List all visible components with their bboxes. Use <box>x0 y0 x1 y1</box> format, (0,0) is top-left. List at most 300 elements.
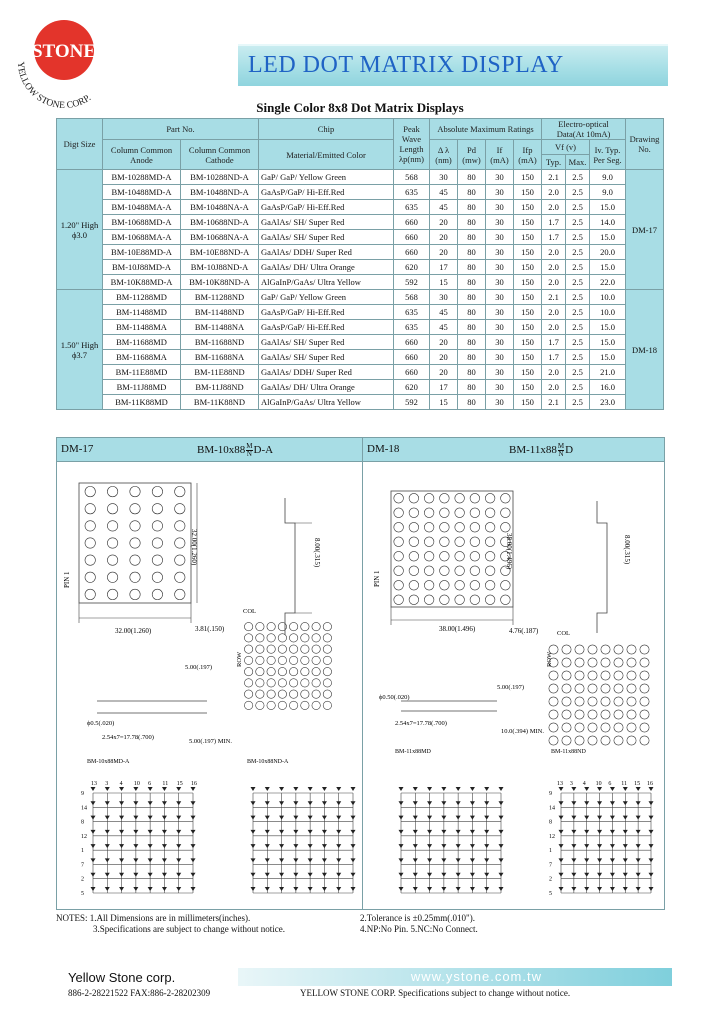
right-schem-b-diode <box>571 816 576 820</box>
left-pin-matrix-dot <box>323 622 331 630</box>
left-schem-a-diode <box>91 787 96 791</box>
table-cell: GaAsP/GaP/ Hi-Eff.Red <box>259 320 394 335</box>
row-pin-number: 2 <box>549 876 552 883</box>
table-cell: BM-10688MA-A <box>103 230 181 245</box>
right-schem-b-diode <box>623 844 628 848</box>
table-cell: 10.0 <box>590 305 626 320</box>
table-cell: 620 <box>394 380 430 395</box>
table-cell: 20.0 <box>590 245 626 260</box>
table-cell: BM-11688MD <box>103 335 181 350</box>
left-schem-b-diode <box>293 830 298 834</box>
th-ifp: Ifp (mA) <box>514 140 542 170</box>
table-cell: BM-11288MD <box>103 290 181 305</box>
left-schem-b-diode <box>322 801 327 805</box>
left-schem-b-diode <box>322 858 327 862</box>
table-row <box>57 320 664 335</box>
right-schem-a-diode <box>427 858 432 862</box>
col-pin-number: 6 <box>608 781 612 787</box>
table-cell: 1.7 <box>542 215 566 230</box>
left-pin-matrix-dot <box>301 667 309 675</box>
table-cell: 660 <box>394 350 430 365</box>
table-row <box>57 200 664 215</box>
right-schem-a-diode <box>470 844 475 848</box>
left-schem-a-diode <box>119 858 124 862</box>
right-pin-matrix-dot <box>562 658 571 667</box>
table-cell: 150 <box>514 245 542 260</box>
left-pin-matrix-dot <box>256 679 264 687</box>
table-cell: BM-10E88ND-A <box>181 245 259 260</box>
left-matrix-dot <box>152 521 162 531</box>
right-matrix-dot <box>455 522 465 532</box>
table-cell: 30 <box>486 260 514 275</box>
table-cell: 30 <box>486 335 514 350</box>
right-schem-a-diode <box>441 844 446 848</box>
notes-left <box>56 913 285 935</box>
table-cell: 635 <box>394 305 430 320</box>
right-schem-a-diode <box>499 873 504 877</box>
left-schem-b-diode <box>322 787 327 791</box>
left-schem-a-diode <box>162 801 167 805</box>
table-cell: 2.5 <box>566 215 590 230</box>
right-schem-a-diode <box>499 816 504 820</box>
left-schem-b-diode <box>336 858 341 862</box>
right-schem-b-diode <box>597 873 602 877</box>
table-cell: 30 <box>486 365 514 380</box>
right-schem-b-diode <box>610 873 615 877</box>
right-schem-b-diode <box>584 844 589 848</box>
table-cell: 80 <box>458 215 486 230</box>
footer-web-bar <box>238 968 672 986</box>
col-pin-number: 4 <box>119 781 123 787</box>
right-schem-b-diode <box>623 830 628 834</box>
right-schem-a-diode <box>499 858 504 862</box>
left-matrix-dot <box>175 521 185 531</box>
table-cell: 1.7 <box>542 335 566 350</box>
drawing-panel <box>56 437 665 910</box>
left-schem-a-diode <box>176 816 181 820</box>
footer-web[interactable]: www.ystone.com.tw <box>410 969 542 984</box>
th-dl: Δ λ (nm) <box>430 140 458 170</box>
table-cell: 15 <box>430 275 458 290</box>
left-schem-b-diode <box>279 873 284 877</box>
table-cell: 660 <box>394 365 430 380</box>
right-matrix-dot <box>440 508 450 518</box>
table-cell: 80 <box>458 395 486 410</box>
col-pin-number: 16 <box>647 781 653 787</box>
left-schem-a-diode <box>162 887 167 891</box>
col-pin-number: 13 <box>557 781 563 787</box>
row-pin-number: 9 <box>549 791 552 797</box>
table-cell: BM-11E88MD <box>103 365 181 380</box>
table-cell: 80 <box>458 275 486 290</box>
th-abs: Absolute Maximum Ratings <box>430 119 542 140</box>
left-schem-a-diode <box>105 887 110 891</box>
right-schem-b-diode <box>636 873 641 877</box>
right-schem-b-diode <box>597 801 602 805</box>
left-dia: ϕ0.5(.020) <box>87 720 115 727</box>
right-schem-b-diode <box>636 787 641 791</box>
left-schem-b-diode <box>265 858 270 862</box>
right-pin-matrix-dot <box>575 658 584 667</box>
table-cell: 80 <box>458 260 486 275</box>
left-schem-a-diode <box>148 858 153 862</box>
left-pin-matrix-dot <box>256 645 264 653</box>
left-schem-a-diode <box>176 887 181 891</box>
footer-tel: 886-2-28221522 FAX:886-2-28202309 <box>68 988 211 998</box>
table-cell: 15.0 <box>590 230 626 245</box>
left-schem-a-diode <box>133 873 138 877</box>
right-schem-a-diode <box>484 873 489 877</box>
drawing-no-cell: DM-18 <box>626 290 664 410</box>
left-pin-matrix-dot <box>256 701 264 709</box>
right-pin-matrix-dot <box>588 710 597 719</box>
table-cell: BM-11688NA <box>181 350 259 365</box>
left-pin-matrix-dot <box>278 667 286 675</box>
table-cell: BM-11J88MD <box>103 380 181 395</box>
left-schem-a-diode <box>191 830 196 834</box>
right-schem-b-diode <box>559 816 564 820</box>
right-schem-b-diode <box>649 801 654 805</box>
left-pin-matrix-dot <box>278 690 286 698</box>
right-pin-matrix-dot <box>575 697 584 706</box>
table-cell: GaAlAs/ SH/ Super Red <box>259 215 394 230</box>
table-cell: 660 <box>394 245 430 260</box>
page-subtitle: Single Color 8x8 Dot Matrix Displays <box>256 100 464 115</box>
right-schem-a-diode <box>484 858 489 862</box>
right-matrix-dot <box>455 508 465 518</box>
table-cell: BM-10288ND-A <box>181 170 259 185</box>
left-pin-matrix-dot <box>312 645 320 653</box>
right-pin-matrix-dot <box>562 710 571 719</box>
th-pd: Pd (mw) <box>458 140 486 170</box>
right-pin-matrix-dot <box>601 658 610 667</box>
table-row <box>57 245 664 260</box>
table-cell: 150 <box>514 170 542 185</box>
table-cell: 80 <box>458 200 486 215</box>
right-schem-a-diode <box>399 816 404 820</box>
left-schem-a-diode <box>91 816 96 820</box>
left-matrix-dot <box>152 504 162 514</box>
right-matrix-dot <box>394 537 404 547</box>
right-schem-b-diode <box>571 801 576 805</box>
table-cell: 30 <box>486 320 514 335</box>
right-schem-b-diode <box>636 830 641 834</box>
right-schem-b-diode <box>610 816 615 820</box>
table-cell: 2.0 <box>542 365 566 380</box>
left-pin-matrix-dot <box>244 701 252 709</box>
table-cell: 22.0 <box>590 275 626 290</box>
right-schem-b-diode <box>584 801 589 805</box>
right-schem-b-diode <box>610 887 615 891</box>
table-cell: 30 <box>486 185 514 200</box>
left-schem-a-diode <box>133 830 138 834</box>
left-col-label: COL <box>243 608 256 615</box>
right-matrix-dot <box>470 537 480 547</box>
right-pin-matrix-dot <box>588 723 597 732</box>
table-row <box>57 380 664 395</box>
right-matrix-dot <box>501 493 511 503</box>
left-dim-h: 32.00(1.260) <box>190 529 198 566</box>
right-caption-a: BM-11x88MD <box>395 749 431 755</box>
right-schem-a-diode <box>484 887 489 891</box>
right-matrix-dot <box>424 566 434 576</box>
right-schem-a-diode <box>456 816 461 820</box>
right-pin-matrix-dot <box>601 645 610 654</box>
left-pin-matrix-dot <box>301 679 309 687</box>
right-pin-matrix-dot <box>588 736 597 745</box>
left-pin-matrix-dot <box>289 690 297 698</box>
right-pin-matrix-dot <box>640 697 649 706</box>
left-schem-b-diode <box>308 816 313 820</box>
table-cell: 45 <box>430 320 458 335</box>
left-pin-matrix-dot <box>289 622 297 630</box>
left-schem-b-diode <box>251 844 256 848</box>
table-row <box>57 395 664 410</box>
table-cell: 2.5 <box>566 305 590 320</box>
left-schem-a-diode <box>119 887 124 891</box>
table-cell: 2.0 <box>542 380 566 395</box>
left-pin-matrix-dot <box>312 667 320 675</box>
left-schem-b-diode <box>308 801 313 805</box>
left-schem-a-diode <box>119 873 124 877</box>
table-cell: 150 <box>514 365 542 380</box>
right-matrix-dot <box>424 580 434 590</box>
left-pin-matrix-dot <box>267 645 275 653</box>
drawing-code-right: DM-18 <box>367 443 400 455</box>
left-schem-a-diode <box>148 873 153 877</box>
right-matrix-dot <box>440 580 450 590</box>
left-pin-matrix-dot <box>244 667 252 675</box>
table-cell: 15.0 <box>590 320 626 335</box>
col-pin-number: 6 <box>148 781 152 787</box>
right-schem-b-diode <box>559 830 564 834</box>
table-cell: BM-10488MD-A <box>103 185 181 200</box>
table-cell: 150 <box>514 335 542 350</box>
row-pin-number: 14 <box>81 805 87 812</box>
table-cell: 2.5 <box>566 290 590 305</box>
right-pin-matrix-dot <box>549 671 558 680</box>
right-pin-matrix-dot <box>549 684 558 693</box>
left-pin-matrix-dot <box>256 622 264 630</box>
table-cell: BM-11K88MD <box>103 395 181 410</box>
right-schem-b-diode <box>559 858 564 862</box>
left-schem-a-diode <box>105 816 110 820</box>
left-schem-b-diode <box>351 830 356 834</box>
table-cell: 2.0 <box>542 260 566 275</box>
left-schem-a-diode <box>162 830 167 834</box>
right-schem-a-diode <box>484 844 489 848</box>
right-schem-a-diode <box>441 816 446 820</box>
left-schem-a-diode <box>148 801 153 805</box>
table-cell: 21.0 <box>590 365 626 380</box>
table-cell: 620 <box>394 260 430 275</box>
table-cell: 80 <box>458 335 486 350</box>
right-schem-b-diode <box>636 858 641 862</box>
left-pin-matrix-dot <box>267 634 275 642</box>
right-schem-a-diode <box>413 844 418 848</box>
left-pin-matrix-dot <box>289 634 297 642</box>
table-cell: 30 <box>486 200 514 215</box>
left-pin-matrix-dot <box>289 645 297 653</box>
table-cell: GaAlAs/ DH/ Ultra Orange <box>259 260 394 275</box>
right-schem-a-diode <box>441 873 446 877</box>
left-matrix-dot <box>130 504 140 514</box>
right-matrix-dot <box>470 522 480 532</box>
table-cell: 80 <box>458 170 486 185</box>
right-schem-a-diode <box>399 887 404 891</box>
table-cell: 80 <box>458 290 486 305</box>
table-row <box>57 185 664 200</box>
table-cell: 592 <box>394 395 430 410</box>
left-schem-b-diode <box>251 801 256 805</box>
table-cell: 80 <box>458 350 486 365</box>
table-cell: GaAsP/GaP/ Hi-Eff.Red <box>259 305 394 320</box>
right-pin-matrix-dot <box>601 710 610 719</box>
table-cell: BM-10688NA-A <box>181 230 259 245</box>
row-pin-number: 14 <box>549 805 555 812</box>
left-schem-a-diode <box>91 858 96 862</box>
left-pin-matrix-dot <box>267 679 275 687</box>
table-cell: 2.5 <box>566 230 590 245</box>
table-cell: 1.7 <box>542 230 566 245</box>
right-pin-matrix-dot <box>640 671 649 680</box>
right-pin-matrix-dot <box>627 710 636 719</box>
left-schem-a-diode <box>191 873 196 877</box>
right-matrix-dot <box>394 580 404 590</box>
left-schem-b-diode <box>293 844 298 848</box>
right-schem-b-diode <box>571 873 576 877</box>
right-pin-matrix-dot <box>627 723 636 732</box>
drawing-part-left: BM-10x88 $\frac{M}{N}$ D-A <box>197 442 274 458</box>
right-schem-a-diode <box>441 787 446 791</box>
table-cell: 17 <box>430 260 458 275</box>
table-cell: BM-10K88ND-A <box>181 275 259 290</box>
right-matrix-dot <box>470 595 480 605</box>
left-matrix-dot <box>107 572 117 582</box>
table-cell: GaAsP/GaP/ Hi-Eff.Red <box>259 200 394 215</box>
left-schem-b-diode <box>251 787 256 791</box>
th-chip: Chip <box>259 119 394 140</box>
table-cell: 635 <box>394 185 430 200</box>
left-matrix-dot <box>152 486 162 496</box>
table-cell: 15.0 <box>590 260 626 275</box>
left-schem-a-diode <box>91 830 96 834</box>
right-schem-a-diode <box>413 830 418 834</box>
right-schem-b-diode <box>559 844 564 848</box>
left-schem-b-diode <box>336 873 341 877</box>
table-cell: 2.5 <box>566 365 590 380</box>
left-pin-matrix-dot <box>301 701 309 709</box>
left-matrix-dot <box>107 521 117 531</box>
right-pin-matrix-dot <box>640 723 649 732</box>
th-col-cathode: Column Common Cathode <box>181 140 259 170</box>
note-2: 2.Tolerance is ±0.25mm(.010"). <box>360 913 475 923</box>
left-schem-b-diode <box>279 787 284 791</box>
left-pin1: PIN 1 <box>63 571 71 588</box>
left-schem-b-diode <box>251 816 256 820</box>
right-pin-matrix-dot <box>601 684 610 693</box>
table-cell: 2.5 <box>566 275 590 290</box>
table-cell: 30 <box>486 380 514 395</box>
table-cell: 80 <box>458 245 486 260</box>
right-schem-b-diode <box>597 816 602 820</box>
right-pin-matrix-dot <box>627 697 636 706</box>
table-cell: 30 <box>486 230 514 245</box>
table-cell: 635 <box>394 320 430 335</box>
left-pin-matrix-dot <box>312 656 320 664</box>
right-pin-matrix-dot <box>640 645 649 654</box>
left-lead: 2.54x7=17.78(.700) <box>102 734 154 741</box>
left-pin-matrix-dot <box>256 634 264 642</box>
table-cell: 568 <box>394 170 430 185</box>
left-schem-a-diode <box>105 801 110 805</box>
left-schem-b-diode <box>336 844 341 848</box>
left-schem-a-diode <box>148 844 153 848</box>
table-cell: 150 <box>514 215 542 230</box>
left-schem-b-diode <box>308 844 313 848</box>
right-matrix-dot <box>409 566 419 576</box>
col-pin-number: 10 <box>133 781 140 787</box>
right-matrix-dot <box>501 522 511 532</box>
left-schem-a-diode <box>105 830 110 834</box>
right-schem-a-diode <box>413 858 418 862</box>
right-pin-matrix-dot <box>627 658 636 667</box>
right-pin-matrix-dot <box>588 684 597 693</box>
table-cell: GaAlAs/ DH/ Ultra Orange <box>259 380 394 395</box>
table-cell: 80 <box>458 185 486 200</box>
table-cell: 2.1 <box>542 290 566 305</box>
left-schem-b-diode <box>293 801 298 805</box>
left-matrix-dot <box>152 589 162 599</box>
col-pin-number: 3 <box>105 781 109 787</box>
left-matrix-dot <box>130 555 140 565</box>
right-matrix-dot <box>485 551 495 561</box>
row-pin-number: 1 <box>549 848 552 855</box>
table-cell: BM-11J88ND <box>181 380 259 395</box>
left-pin-matrix-dot <box>256 667 264 675</box>
table-cell: 45 <box>430 185 458 200</box>
left-schem-a-diode <box>133 801 138 805</box>
right-pin-matrix-dot <box>601 723 610 732</box>
left-row-label: ROW <box>236 651 243 667</box>
right-pin-matrix-dot <box>562 645 571 654</box>
left-schem-a-diode <box>91 844 96 848</box>
right-schem-a-diode <box>470 858 475 862</box>
right-pin-matrix-dot <box>549 697 558 706</box>
right-pin-len: 5.00(.197) <box>497 684 525 691</box>
right-matrix-dot <box>470 493 480 503</box>
th-typ: Typ. <box>542 155 566 170</box>
right-schem-b-diode <box>610 844 615 848</box>
left-schem-a-diode <box>162 873 167 877</box>
table-cell: 10.0 <box>590 290 626 305</box>
right-schem-a-diode <box>399 858 404 862</box>
left-schem-a-diode <box>119 801 124 805</box>
right-schem-a-diode <box>456 844 461 848</box>
left-matrix-dot <box>152 572 162 582</box>
left-schem-b-diode <box>265 830 270 834</box>
left-matrix-dot <box>107 504 117 514</box>
right-pin-matrix-dot <box>614 671 623 680</box>
right-pin-matrix-dot <box>601 736 610 745</box>
right-schem-b-diode <box>649 858 654 862</box>
left-schem-a-diode <box>176 830 181 834</box>
row-pin-number: 5 <box>549 891 552 897</box>
table-cell: 660 <box>394 230 430 245</box>
left-schem-a-diode <box>105 844 110 848</box>
right-schem-a-diode <box>441 887 446 891</box>
footer-company: Yellow Stone corp. <box>68 970 176 985</box>
